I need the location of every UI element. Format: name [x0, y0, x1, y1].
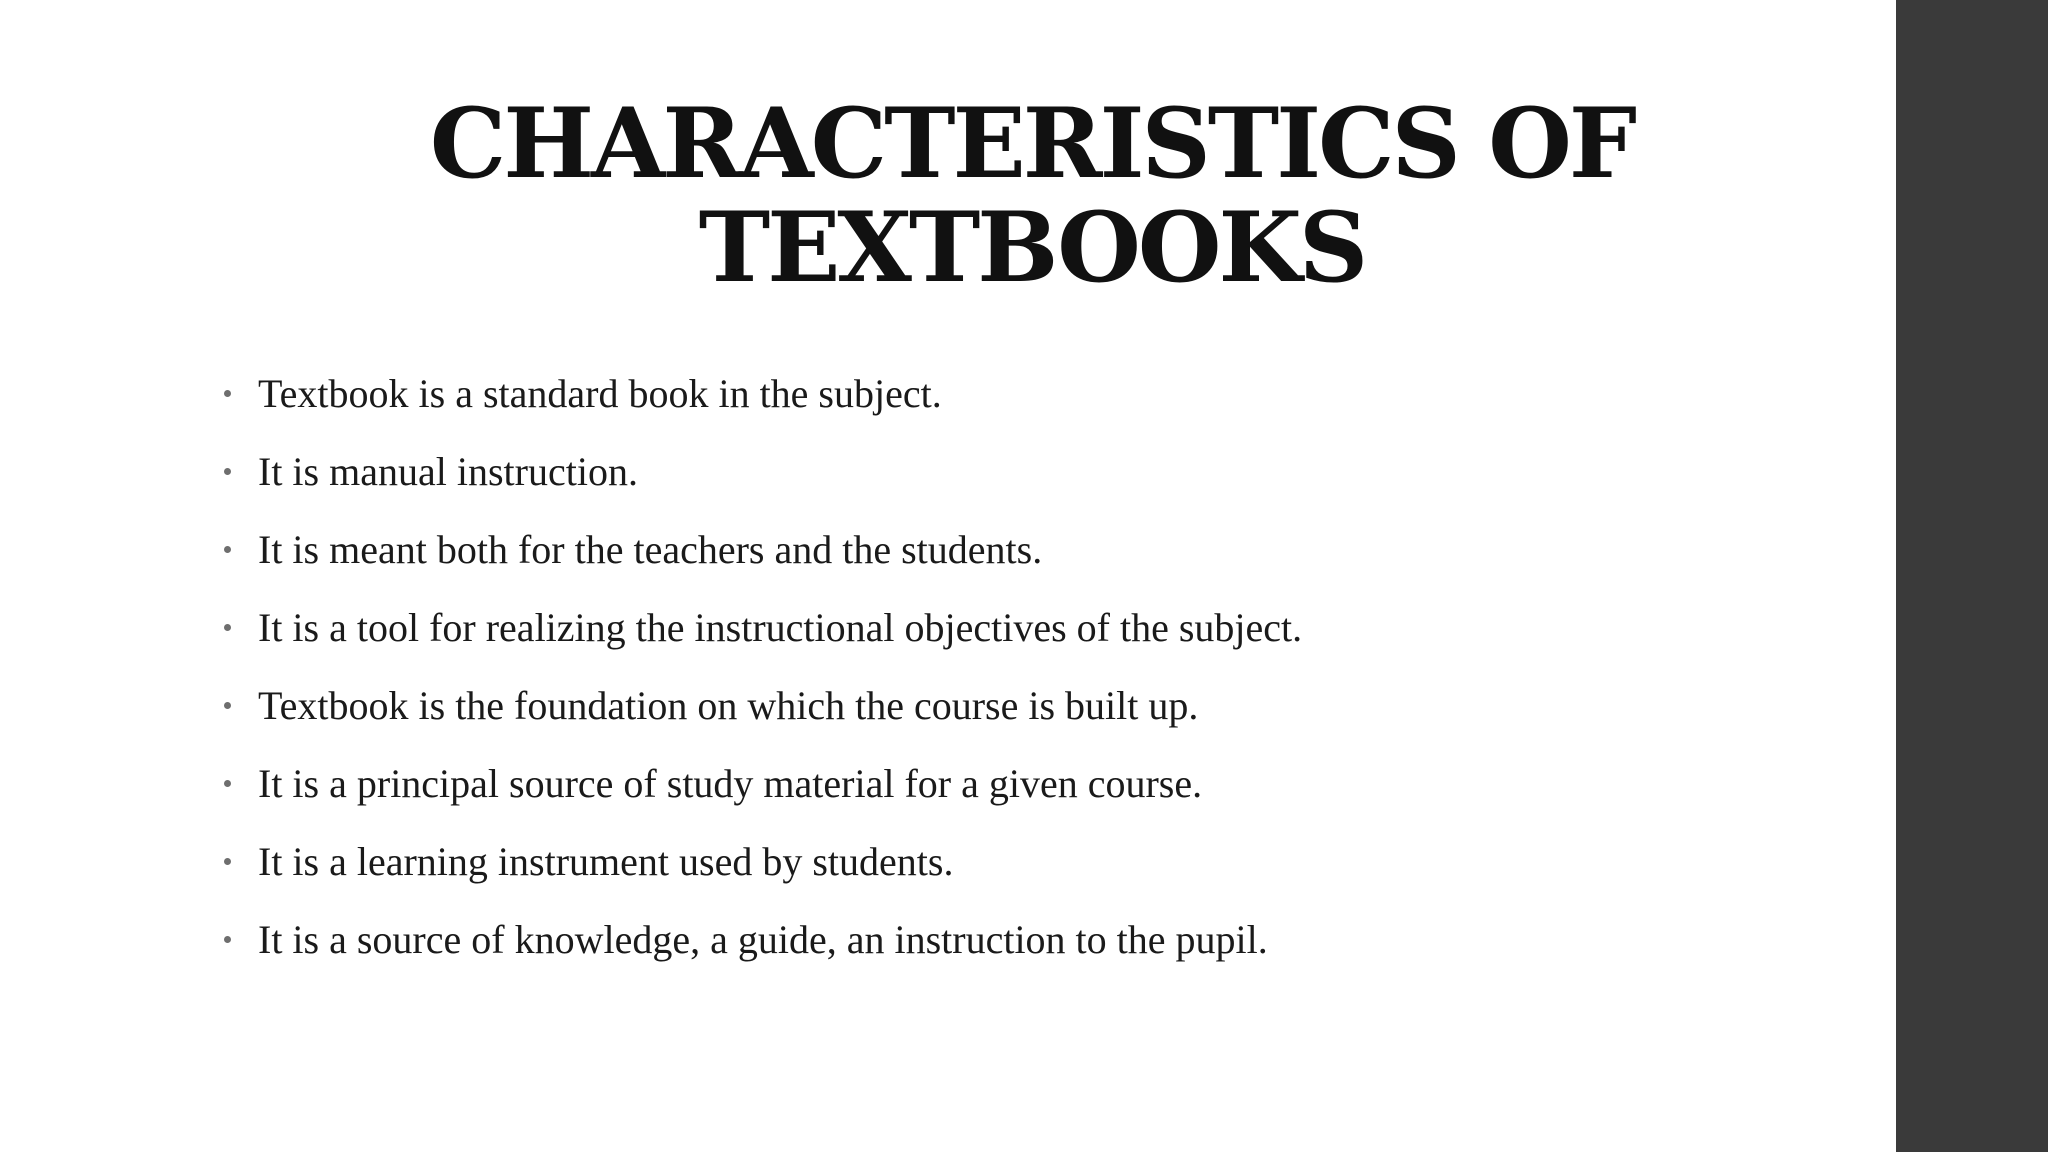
bullet-item	[222, 676, 1302, 754]
bullet-text: It is a principal source of study material for a given course.	[258, 761, 1203, 806]
bullet-item	[222, 832, 1302, 910]
slide-title-line-2: TEXTBOOKS	[698, 191, 1366, 304]
bullet-item	[222, 598, 1302, 676]
bullet-text: It is a tool for realizing the instructional objectives of the subject.	[258, 605, 1303, 650]
bullet-item	[222, 364, 1302, 442]
slide-title	[220, 87, 1844, 304]
bullet-dot-icon	[224, 936, 231, 943]
bullet-text: Textbook is a standard book in the subject.	[258, 371, 942, 416]
bullet-dot-icon	[224, 780, 231, 787]
bullet-text: It is a source of knowledge, a guide, an instruction to the pupil.	[258, 917, 1268, 962]
bullet-dot-icon	[224, 624, 231, 631]
bullet-text: Textbook is the foundation on which the course is built up.	[258, 683, 1199, 728]
bullet-item	[222, 520, 1302, 598]
slide-title-line-1: CHARACTERISTICS OF	[429, 87, 1635, 200]
bullet-dot-icon	[224, 702, 231, 709]
bullet-item	[222, 754, 1302, 832]
bullet-text: It is a learning instrument used by students.	[258, 839, 954, 884]
bullet-list	[222, 364, 1302, 988]
bullet-text: It is manual instruction.	[258, 449, 638, 494]
side-bar	[1896, 0, 2048, 1152]
bullet-text: It is meant both for the teachers and the students.	[258, 527, 1043, 572]
bullet-dot-icon	[224, 468, 231, 475]
bullet-item	[222, 442, 1302, 520]
bullet-dot-icon	[224, 390, 231, 397]
bullet-dot-icon	[224, 858, 231, 865]
bullet-dot-icon	[224, 546, 231, 553]
bullet-item	[222, 910, 1302, 988]
